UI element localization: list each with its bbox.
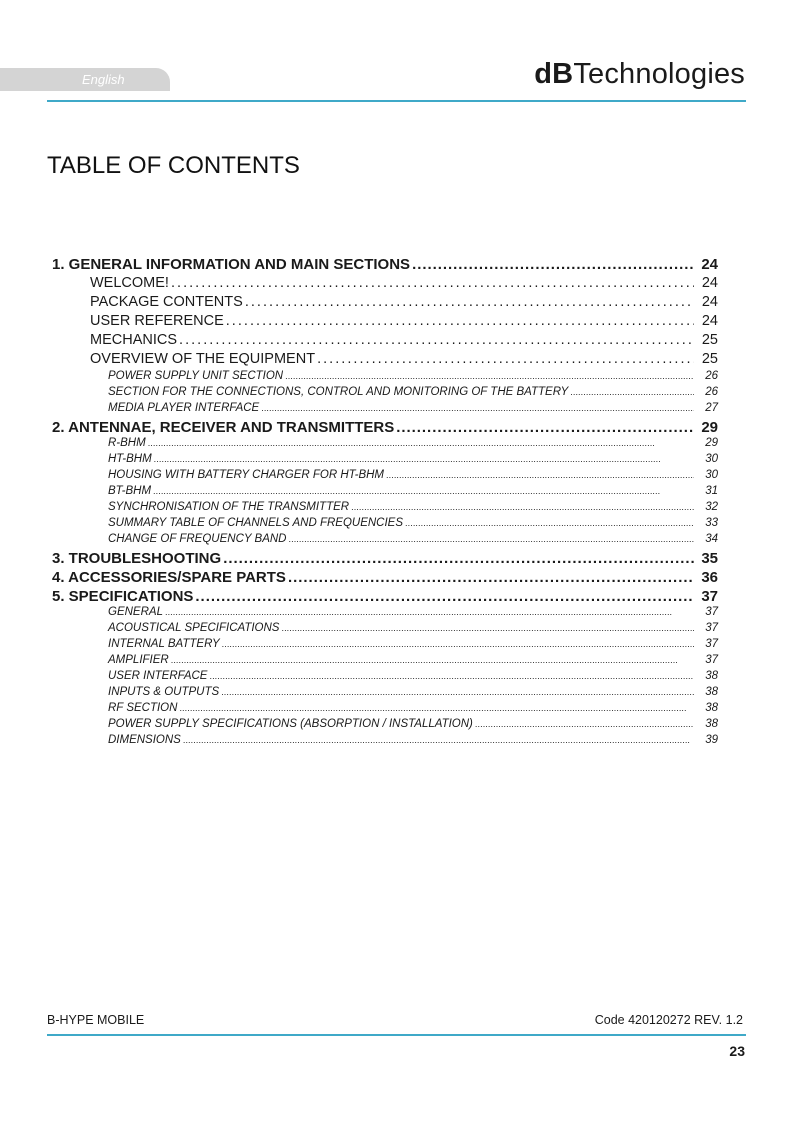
toc-entry-page: 36: [701, 569, 718, 586]
toc-entry-label: CHANGE OF FREQUENCY BAND: [108, 533, 287, 545]
toc-dot-leader: [281, 622, 694, 634]
toc-entry-page: 37: [705, 622, 718, 634]
toc-dot-leader: [475, 718, 694, 730]
toc-entry-label: BT-BHM: [108, 485, 152, 497]
toc-entry-page: 33: [705, 517, 718, 529]
toc-dot-leader: [183, 734, 694, 746]
toc-entry-label: 3. TROUBLESHOOTING: [52, 550, 222, 567]
toc-dot-leader: [288, 569, 694, 586]
brand-logo-text: Technologies: [573, 58, 745, 90]
footer-product-name: B-HYPE MOBILE: [47, 1013, 145, 1027]
toc-dot-leader: [396, 419, 694, 436]
toc-entry-page: 39: [705, 734, 718, 746]
toc-entry-page: 30: [705, 469, 718, 481]
toc-dot-leader: [148, 437, 694, 449]
toc-entry[interactable]: [108, 606, 718, 621]
toc-entry-page: 26: [705, 386, 718, 398]
toc-entry-page: 32: [705, 501, 718, 513]
toc-entry-label: SUMMARY TABLE OF CHANNELS AND FREQUENCIES: [108, 517, 404, 529]
toc-entry-label: USER REFERENCE: [90, 313, 224, 329]
toc-entry-label: OVERVIEW OF THE EQUIPMENT: [90, 351, 316, 367]
toc-dot-leader: [171, 275, 694, 291]
toc-entry-label: GENERAL: [108, 606, 163, 618]
toc-entry-label: INTERNAL BATTERY: [108, 638, 220, 650]
toc-entry[interactable]: [90, 332, 718, 350]
toc-entry-page: 25: [701, 351, 718, 367]
toc-dot-leader: [285, 370, 694, 382]
toc-entry-label: 5. SPECIFICATIONS: [52, 588, 194, 605]
toc-entry-label: POWER SUPPLY UNIT SECTION: [108, 370, 284, 382]
language-label: English: [82, 72, 125, 87]
toc-entry-label: 4. ACCESSORIES/SPARE PARTS: [52, 569, 286, 586]
toc-entry-page: 24: [701, 313, 718, 329]
toc-entry[interactable]: [52, 588, 718, 606]
toc-entry[interactable]: [108, 370, 718, 385]
toc-entry-page: 35: [701, 550, 718, 567]
toc-dot-leader: [209, 670, 694, 682]
toc-dot-leader: [317, 351, 694, 367]
toc-entry-label: PACKAGE CONTENTS: [90, 294, 243, 310]
toc-entry-page: 29: [705, 437, 718, 449]
toc-entry-page: 24: [701, 275, 718, 291]
toc-entry[interactable]: [108, 517, 718, 532]
toc-dot-leader: [222, 638, 694, 650]
toc-entry-label: SYNCHRONISATION OF THE TRANSMITTER: [108, 501, 350, 513]
toc-entry-page: 37: [701, 588, 718, 605]
toc-entry[interactable]: [52, 419, 718, 437]
toc-entry-label: WELCOME!: [90, 275, 169, 291]
toc-entry[interactable]: [108, 469, 718, 484]
toc-entry[interactable]: [108, 654, 718, 669]
toc-dot-leader: [226, 313, 694, 329]
toc-entry-label: DIMENSIONS: [108, 734, 181, 746]
toc-entry[interactable]: [52, 569, 718, 587]
toc-entry-page: 38: [705, 686, 718, 698]
toc-dot-leader: [153, 485, 694, 497]
footer-document-code: Code 420120272 REV. 1.2: [594, 1013, 743, 1027]
toc-entry[interactable]: [108, 734, 718, 749]
toc-entry-page: 26: [705, 370, 718, 382]
toc-entry-label: RF SECTION: [108, 702, 178, 714]
toc-dot-leader: [412, 256, 694, 273]
toc-dot-leader: [245, 294, 694, 310]
toc-entry-page: 37: [705, 654, 718, 666]
toc-entry[interactable]: [108, 670, 718, 685]
toc-dot-leader: [289, 533, 695, 545]
toc-entry-label: HOUSING WITH BATTERY CHARGER FOR HT-BHM: [108, 469, 385, 481]
toc-entry-page: 31: [705, 485, 718, 497]
toc-entry-label: ACOUSTICAL SPECIFICATIONS: [108, 622, 280, 634]
toc-entry-label: 1. GENERAL INFORMATION AND MAIN SECTIONS: [52, 256, 411, 273]
brand-logo-bold: dB: [534, 58, 574, 90]
toc-entry-label: SECTION FOR THE CONNECTIONS, CONTROL AND MONITORING OF THE BATTERY: [108, 386, 569, 398]
toc-dot-leader: [195, 588, 694, 605]
toc-entry-page: 25: [701, 332, 718, 348]
toc-dot-leader: [386, 469, 694, 481]
toc-entry-page: 38: [705, 670, 718, 682]
toc-entry-page: 24: [701, 294, 718, 310]
toc-entry-page: 37: [705, 606, 718, 618]
toc-entry-label: HT-BHM: [108, 453, 152, 465]
toc-dot-leader: [223, 550, 694, 567]
toc-entry[interactable]: [108, 485, 718, 500]
toc-dot-leader: [171, 654, 694, 666]
toc-entry[interactable]: [108, 638, 718, 653]
toc-dot-leader: [154, 453, 694, 465]
toc-entry-label: MEDIA PLAYER INTERFACE: [108, 402, 260, 414]
toc-entry[interactable]: [52, 256, 718, 274]
toc-entry[interactable]: [108, 386, 718, 401]
toc-entry[interactable]: [108, 501, 718, 516]
toc-entry[interactable]: [108, 718, 718, 733]
toc-entry[interactable]: [90, 275, 718, 293]
toc-dot-leader: [570, 386, 694, 398]
toc-entry[interactable]: [108, 402, 718, 417]
toc-entry-page: 27: [705, 402, 718, 414]
toc-dot-leader: [165, 606, 694, 618]
toc-entry-label: POWER SUPPLY SPECIFICATIONS (ABSORPTION / INSTALLATION): [108, 718, 473, 730]
toc-entry-page: 30: [705, 453, 718, 465]
toc-entry-page: 34: [705, 533, 718, 545]
toc-entry-label: USER INTERFACE: [108, 670, 208, 682]
page-number: 23: [729, 1043, 745, 1059]
toc-entry-label: 2. ANTENNAE, RECEIVER AND TRANSMITTERS: [52, 419, 395, 436]
toc-entry-label: INPUTS & OUTPUTS: [108, 686, 220, 698]
toc-entry-page: 38: [705, 702, 718, 714]
toc-entry-page: 29: [701, 419, 718, 436]
toc-dot-leader: [179, 332, 694, 348]
page-title: TABLE OF CONTENTS: [47, 152, 300, 179]
toc-entry[interactable]: [108, 702, 718, 717]
toc-dot-leader: [405, 517, 694, 529]
toc-entry-label: R-BHM: [108, 437, 146, 449]
toc-entry-label: AMPLIFIER: [108, 654, 169, 666]
toc-entry[interactable]: [108, 437, 718, 452]
toc-entry-label: MECHANICS: [90, 332, 178, 348]
toc-dot-leader: [221, 686, 694, 698]
toc-entry[interactable]: [108, 622, 718, 637]
toc-entry-page: 37: [705, 638, 718, 650]
footer-divider: [47, 1034, 746, 1036]
toc-entry-page: 38: [705, 718, 718, 730]
toc-entry[interactable]: [108, 533, 718, 548]
toc-dot-leader: [261, 402, 694, 414]
toc-dot-leader: [179, 702, 694, 714]
toc-entry[interactable]: [108, 686, 718, 701]
toc-dot-leader: [351, 501, 694, 513]
toc-entry[interactable]: [90, 294, 718, 312]
toc-entry-page: 24: [701, 256, 718, 273]
toc-entry[interactable]: [52, 550, 718, 568]
toc-entry[interactable]: [90, 351, 718, 369]
toc-entry[interactable]: [108, 453, 718, 468]
toc-entry[interactable]: [90, 313, 718, 331]
